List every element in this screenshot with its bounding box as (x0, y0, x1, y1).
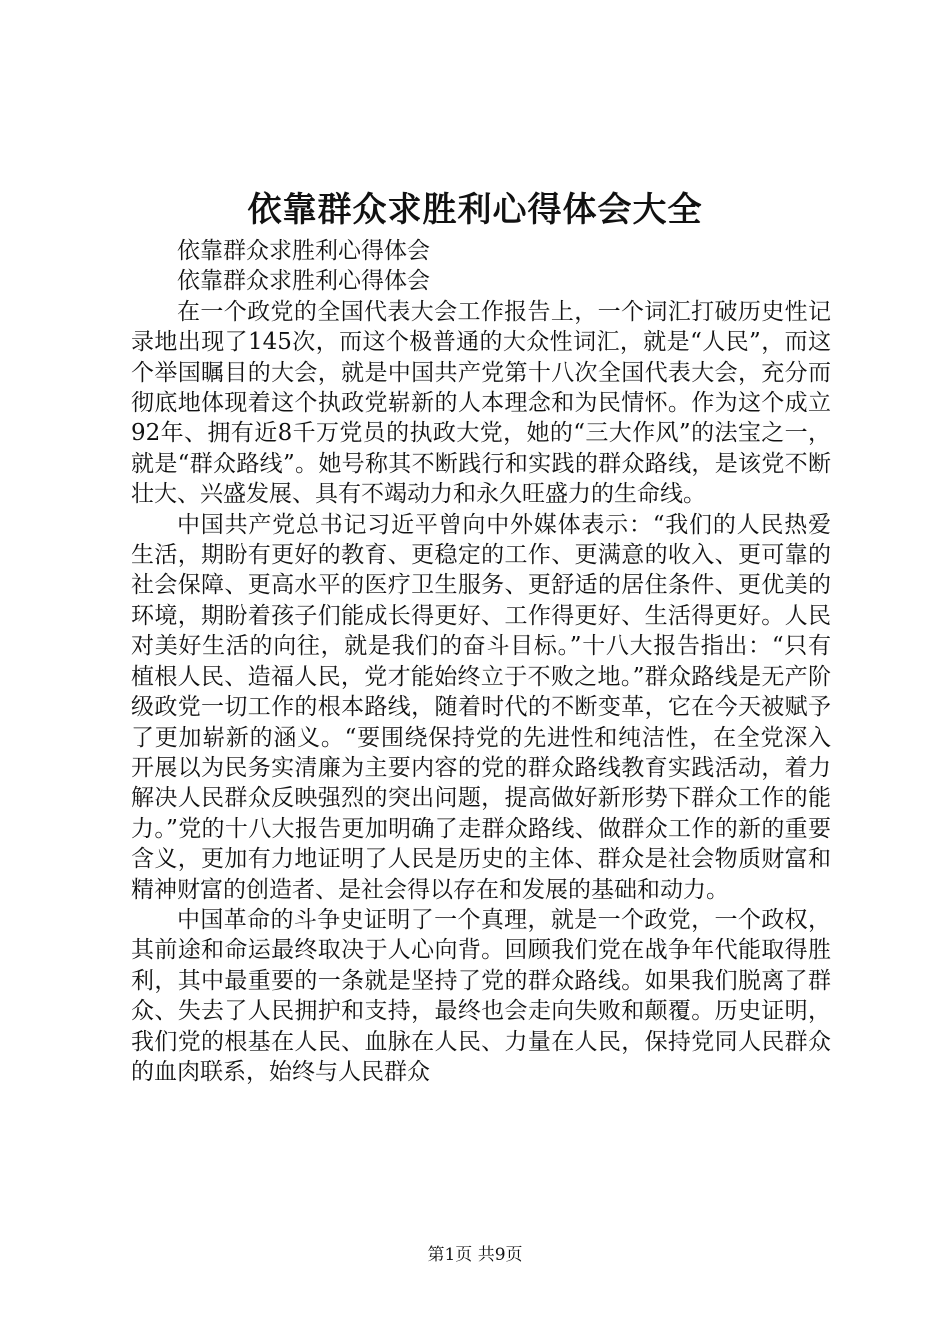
body-paragraph: 中国共产党总书记习近平曾向中外媒体表示：“我们的人民热爱生活，期盼有更好的教育、更稳定的工作、更满意的收入、更可靠的社会保障、更高水平的医疗卫生服务、更舒适的居住条件、更优美的环境，期盼着孩子们能成长得更好、工作得更好、生活得更好。人民对美好生活的向往，就是我们的奋斗目标。”十八大报告指出：“只有植根人民、造福人民，党才能始终立于不败之地。”群众路线是无产阶级政党一切工作的根本路线，随着时代的不断变革，它在今天被赋予了更加崭新的涵义。“要围绕保持党的先进性和纯洁性，在全党深入开展以为民务实清廉为主要内容的党的群众路线教育实践活动，着力解决人民群众反映强烈的突出问题，提高做好新形势下群众工作的能力。”党的十八大报告更加明确了走群众路线、做群众工作的新的重要含义，更加有力地证明了人民是历史的主体、群众是社会物质财富和精神财富的创造者、是社会得以存在和发展的基础和动力。 (131, 511, 831, 903)
page-number-footer: 第1页 共9页 (427, 1245, 523, 1265)
body-paragraph: 中国革命的斗争史证明了一个真理，就是一个政党，一个政权，其前途和命运最终取决于人心向背。回顾我们党在战争年代能取得胜利，其中最重要的一条就是坚持了党的群众路线。如果我们脱离了群众、失去了人民拥护和支持，最终也会走向失败和颠覆。历史证明，我们党的根基在人民、血脉在人民、力量在人民，保持党同人民群众的血肉联系，始终与人民群众 (131, 906, 831, 1085)
body-paragraph: 在一个政党的全国代表大会工作报告上，一个词汇打破历史性记录地出现了145次，而这个极普通的大众性词汇，就是“人民”，而这个举国瞩目的大会，就是中国共产党第十八次全国代表大会，充分而彻底地体现着这个执政党崭新的人本理念和为民情怀。作为这个成立92年、拥有近8千万党员的执政大党，她的“三大作风”的法宝之一，就是“群众路线”。她号称其不断践行和实践的群众路线，是该党不断壮大、兴盛发展、具有不竭动力和永久旺盛力的生命线。 (131, 298, 831, 508)
body-paragraph: 依靠群众求胜利心得体会 (177, 238, 430, 264)
document-body (131, 236, 831, 1087)
body-paragraph: 依靠群众求胜利心得体会 (177, 268, 430, 295)
document-title: 依靠群众求胜利心得体会大全 (247, 190, 703, 230)
